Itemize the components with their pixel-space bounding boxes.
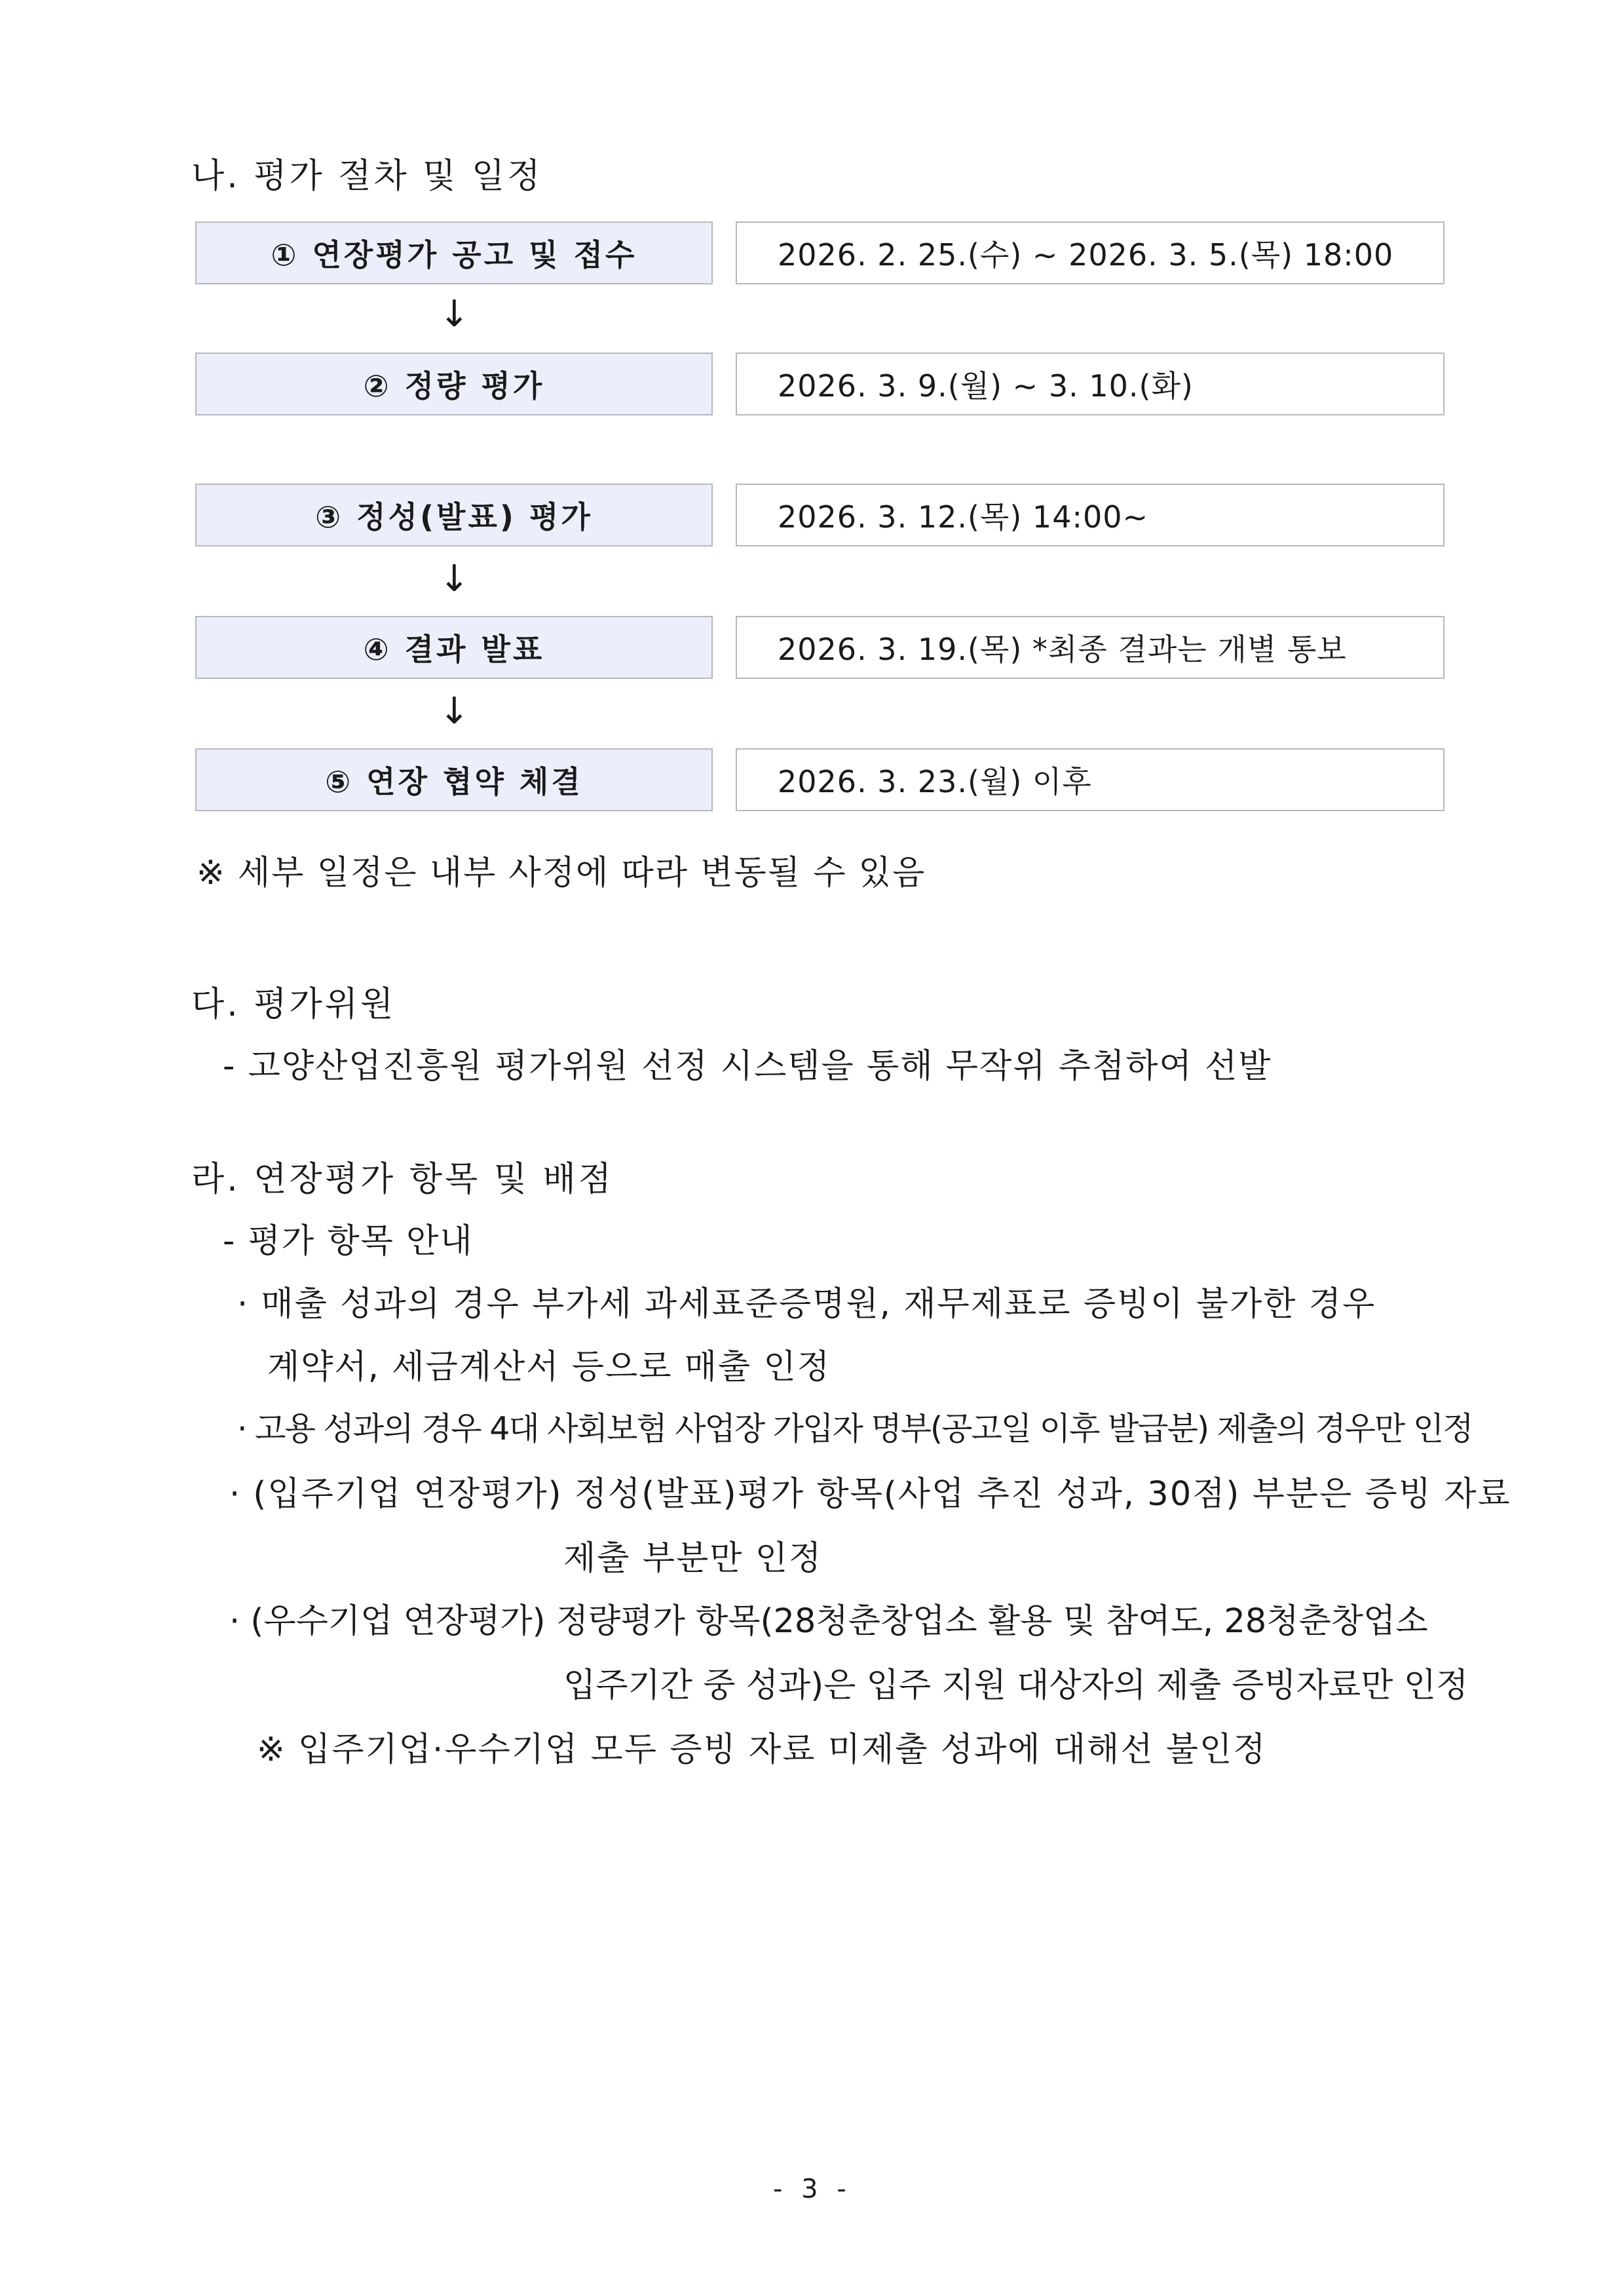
section-ra-note: ※ 입주기업·우수기업 모두 증빙 자료 미제출 성과에 대해선 불인정 [257, 1731, 1267, 1769]
item-4-line-2: 입주기간 중 성과)은 입주 지원 대상자의 제출 증빙자료만 인정 [563, 1666, 1469, 1705]
down-arrow-icon: ↓ [439, 690, 470, 733]
step-5-label: ⑤ 연장 협약 체결 [195, 748, 713, 811]
item-4-line-1: · (우수기업 연장평가) 정량평가 항목(28청춘창업소 활용 및 참여도, 28청춘창업소 [229, 1602, 1428, 1641]
page-number: - 3 - [773, 2174, 852, 2204]
section-da-title: 다. 평가위원 [191, 985, 396, 1024]
step-2-label: ② 정량 평가 [195, 353, 713, 415]
section-ra-sub: - 평가 항목 안내 [223, 1222, 474, 1261]
schedule-note: ※ 세부 일정은 내부 사정에 따라 변동될 수 있음 [197, 854, 926, 892]
item-3-line-2: 제출 부분만 인정 [563, 1539, 823, 1578]
item-3-line-1: · (입주기업 연장평가) 정성(발표)평가 항목(사업 추진 성과, 30점) 부분은 증빙 자료 [229, 1475, 1511, 1514]
step-1-date: 2026. 2. 25.(수) ~ 2026. 3. 5.(목) 18:00 [736, 221, 1445, 284]
step-4-label: ④ 결과 발표 [195, 616, 713, 679]
item-1-line-1: · 매출 성과의 경우 부가세 과세표준증명원, 재무제표로 증빙이 불가한 경우 [237, 1285, 1376, 1324]
step-1-label: ① 연장평가 공고 및 접수 [195, 221, 713, 284]
step-3-date: 2026. 3. 12.(목) 14:00~ [736, 484, 1445, 546]
item-2: · 고용 성과의 경우 4대 사회보험 사업장 가입자 명부(공고일 이후 발급분) 제출의 경우만 인정 [237, 1410, 1473, 1447]
step-3-label: ③ 정성(발표) 평가 [195, 484, 713, 546]
step-5-date: 2026. 3. 23.(월) 이후 [736, 748, 1445, 811]
item-1-line-2: 계약서, 세금계산서 등으로 매출 인정 [267, 1348, 831, 1387]
section-ra-title: 라. 연장평가 항목 및 배점 [191, 1160, 614, 1199]
step-4-date: 2026. 3. 19.(목) *최종 결과는 개별 통보 [736, 616, 1445, 679]
section-na-title: 나. 평가 절차 및 일정 [191, 157, 543, 196]
down-arrow-icon: ↓ [439, 293, 470, 335]
step-2-date: 2026. 3. 9.(월) ~ 3. 10.(화) [736, 353, 1445, 415]
down-arrow-icon: ↓ [439, 558, 470, 600]
section-da-line: - 고양산업진흥원 평가위원 선정 시스템을 통해 무작위 추첨하여 선발 [223, 1047, 1272, 1086]
